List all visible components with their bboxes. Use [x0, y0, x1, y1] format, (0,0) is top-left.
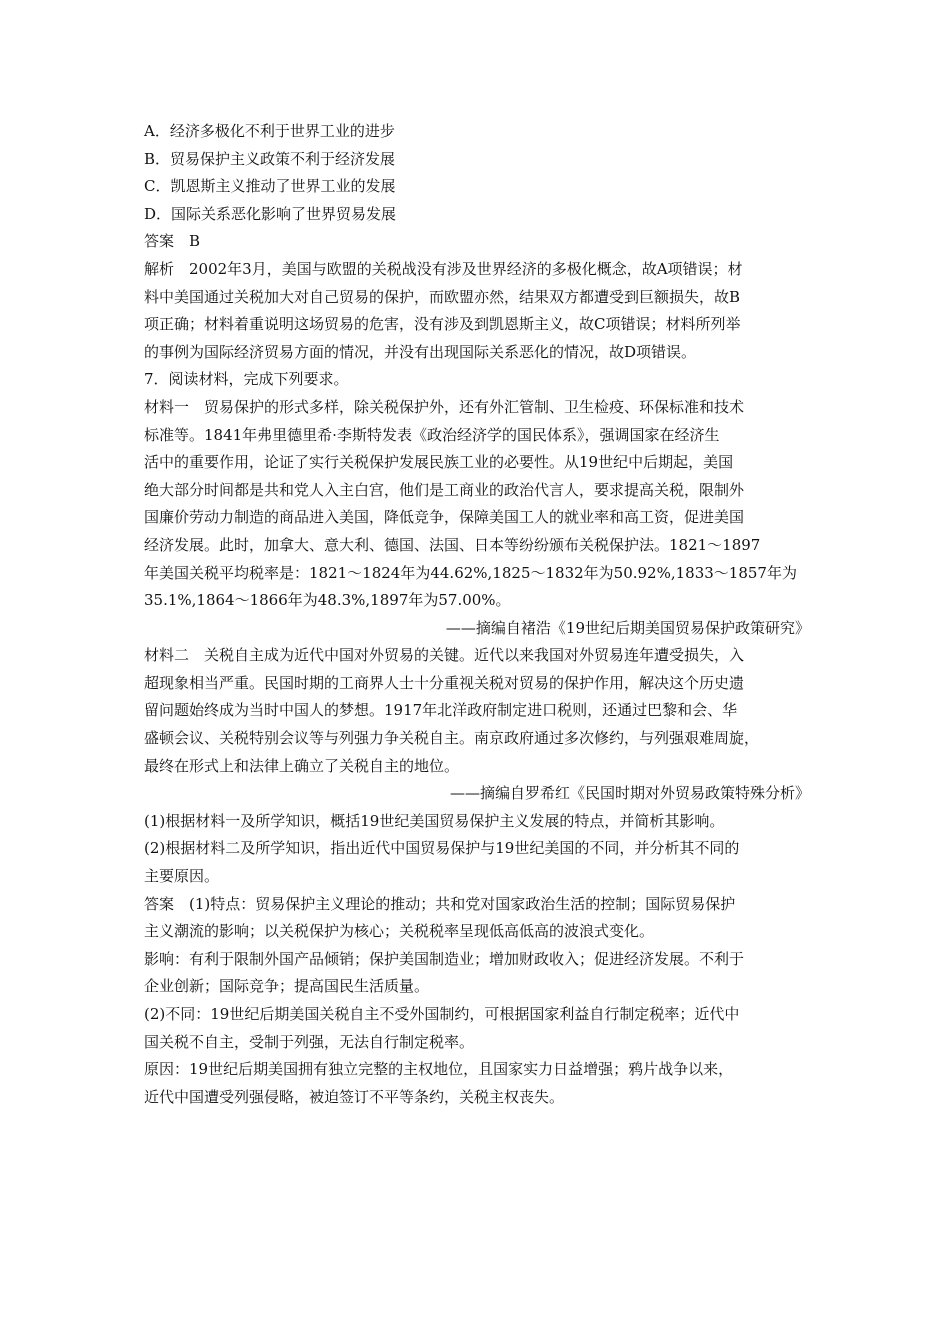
material-1-line: 国廉价劳动力制造的商品进入美国，降低竞争，保障美国工人的就业率和高工资，促进美国	[144, 508, 745, 527]
answer-7-line: (2)不同：19世纪后期美国关税自主不受外国制约，可根据国家利益自行制定税率；近代中	[144, 1005, 740, 1023]
sub-question-2: (2)根据材料二及所学知识，指出近代中国贸易保护与19世纪美国的不同，并分析其不同的	[144, 839, 740, 858]
material-2-line: 最终在形式上和法律上确立了关税自主的地位。	[144, 756, 460, 775]
material-1-line: 标准等。1841年弗里德里希·李斯特发表《政治经济学的国民体系》，强调国家在经济生	[144, 425, 720, 444]
analysis-line: 料中美国通过关税加大对自己贸易的保护，而欧盟亦然，结果双方都遭受到巨额损失，故B	[144, 287, 741, 306]
answer-7-line: 答案 (1)特点：贸易保护主义理论的推动；共和党对国家政治生活的控制；国际贸易保护	[144, 894, 736, 913]
option-d: D．国际关系恶化影响了世界贸易发展	[144, 204, 397, 223]
option-a: A．经济多极化不利于世界工业的进步	[144, 122, 395, 140]
analysis-line: 项正确；材料着重说明这场贸易的危害，没有涉及到凯恩斯主义，故C项错误；材料所列举	[144, 315, 741, 334]
material-2-line: 材料二 关税自主成为近代中国对外贸易的关键。近代以来我国对外贸易连年遭受损失，入	[144, 646, 745, 665]
material-1-line: 经济发展。此时，加拿大、意大利、德国、法国、日本等纷纷颁布关税保护法。1821～1897	[144, 535, 761, 554]
answer-7-line: 原因：19世纪后期美国拥有独立完整的主权地位，且国家实力日益增强；鸦片战争以来，	[144, 1060, 734, 1079]
answer-7-line: 国关税不自主，受制于列强，无法自行制定税率。	[144, 1032, 475, 1051]
material-2-line: 超现象相当严重。民国时期的工商界人士十分重视关税对贸易的保护作用，解决这个历史遗	[144, 673, 745, 692]
question-7-title: 7．阅读材料，完成下列要求。	[144, 370, 349, 389]
answer-7-line: 企业创新；国际竞争；提高国民生活质量。	[144, 977, 430, 996]
answer-7-line: 近代中国遭受列强侵略，被迫签订不平等条约，关税主权丧失。	[144, 1087, 565, 1106]
analysis-line: 解析 2002年3月，美国与欧盟的关税战没有涉及世界经济的多极化概念，故A项错误；材	[144, 259, 743, 278]
material-2-line: 留问题始终成为当时中国人的梦想。1917年北洋政府制定进口税则，还通过巴黎和会、华	[144, 701, 738, 720]
material-1-line: 材料一 贸易保护的形式多样，除关税保护外，还有外汇管制、卫生检疫、环保标准和技术	[144, 397, 745, 416]
document-page	[144, 118, 810, 1111]
answer-7-line: 影响：有利于限制外国产品倾销；保护美国制造业；增加财政收入；促进经济发展。不利于	[144, 949, 745, 968]
sub-question-1: (1)根据材料一及所学知识，概括19世纪美国贸易保护主义发展的特点，并简析其影响。	[144, 811, 725, 830]
sub-question-2-cont: 主要原因。	[144, 867, 220, 886]
option-c: C．凯恩斯主义推动了世界工业的发展	[144, 177, 396, 196]
material-2-line: 盛顿会议、关税特别会议等与列强力争关税自主。南京政府通过多次修约，与列强艰难周旋，	[144, 729, 760, 748]
answer-7-line: 主义潮流的影响；以关税保护为核心；关税税率呈现低高低高的波浪式变化。	[144, 922, 655, 941]
answer-6: 答案 B	[144, 232, 201, 251]
analysis-line: 的事例为国际经济贸易方面的情况，并没有出现国际关系恶化的情况，故D项错误。	[144, 342, 697, 361]
material-1-line: 绝大部分时间都是共和党人入主白宫，他们是工商业的政治代言人，要求提高关税，限制外	[144, 480, 745, 499]
material-1-line: 年美国关税平均税率是：1821～1824年为44.62%,1825～1832年为50.92%,1833～1857年为	[144, 563, 797, 582]
material-1-source: ——摘编自褚浩《19世纪后期美国贸易保护政策研究》	[445, 618, 810, 637]
material-1-line: 35.1%,1864～1866年为48.3%,1897年为57.00%。	[144, 591, 511, 610]
option-b: B．贸易保护主义政策不利于经济发展	[144, 149, 396, 168]
material-2-source: ——摘编自罗希红《民国时期对外贸易政策特殊分析》	[449, 784, 810, 803]
material-1-line: 活中的重要作用，论证了实行关税保护发展民族工业的必要性。从19世纪中后期起，美国	[144, 453, 734, 472]
